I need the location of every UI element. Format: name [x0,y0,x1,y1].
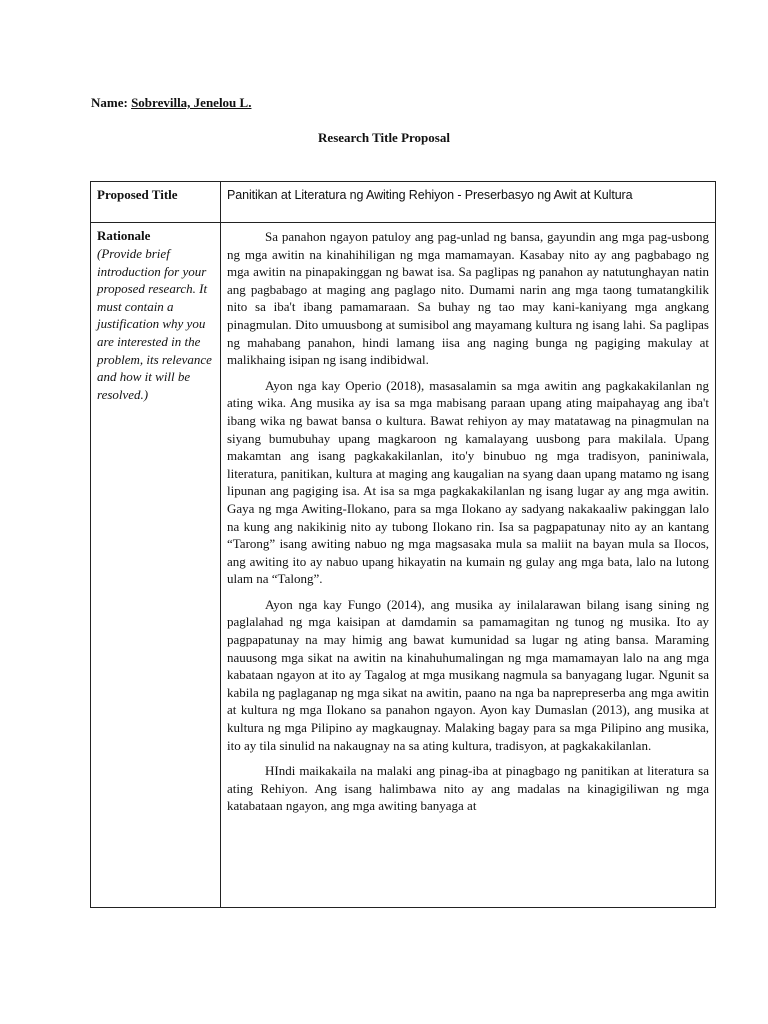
proposal-table [90,181,716,908]
name-label: Name: [91,95,128,110]
rationale-instructions: (Provide brief introduction for your proposed research. It must contain a justification why you are interested in the problem, its relevance and how it will be resolved.) [97,246,212,402]
rationale-paragraph-4: HIndi maikakaila na malaki ang pinag-iba at pinagbago ng panitikan at literatura sa ating Rehiyon. Ang isang halimbawa nito ay ang madalas na kinagigiliwan ng mga katabataan ngayon, ang mga awiting banyaga at [227,763,709,814]
rationale-label-cell [91,223,221,908]
document-title: Research Title Proposal [318,130,450,145]
proposed-title-label: Proposed Title [97,187,178,202]
proposed-title-row [91,182,716,223]
rationale-label: Rationale [97,228,151,243]
student-name-line [91,95,251,111]
rationale-paragraph-3: Ayon nga kay Fungo (2014), ang musika ay inilalarawan bilang isang sining ng paglalahad ng mga kaisipan at damdamin sa pamamagitan ng tunog ng musika. Ito ay pagpapatunay na may himig ang bawat kumunidad sa lugar ng ating bansa. Maraming nauusong mga sikat na awitin na kinahuhumalingan ng mga mamamayan lalo na ang mga kabataan ngayon at ito ay Tagalog at mga musikang nagmula sa banyagang lugar. Ngunit sa kabila ng paglaganap ng mga sikat na awitin, paano na nga ba naprepreserba ang mga awitin at kultura ng mga Ilokano sa panahon ngayon. Ayon kay Dumaslan (2013), ang musika at kultura ng mga Pilipino ay magkaugnay. Malaking bagay para sa mga Pilipino ang musika, ito ay tila sinulid na nakaugnay na sa ating kultura, tradisyon, at pagkakakilanlan. [227,596,709,753]
rationale-content-cell [221,223,716,908]
proposed-title-value: Panitikan at Literatura ng Awiting Rehiyon - Preserbasyo ng Awit at Kultura [227,188,633,202]
student-name: Sobrevilla, Jenelou L. [131,95,252,110]
rationale-row [91,223,716,908]
rationale-text [227,228,709,896]
rationale-paragraph-1: Sa panahon ngayon patuloy ang pag-unlad ng bansa, gayundin ang mga pag-usbong ng mga awitin na kinahihiligan ng mga mamamayan. Kasabay nito ay ang pagbabago ng mga awitin na pinapakinggan ng bawat isa. Sa paglipas ng panahon ay natutunghayan natin ang pagbabago at maging ang paglago nito. Dumami narin ang mga taong tumatangkilik nito sa iba't ibang pamamaraan. Sa buhay ng tao may kani-kaniyang mga angkang pinagmulan. Dito umuusbong at sumisibol ang mayamang kultura ng isang lahi. Sa paglipas ng mahabang panahon, hindi lamang iisa ang naging bunga ng pagiging makulay at malikhaing isipan ng isang indibidwal. [227,229,709,368]
proposed-title-value-cell [221,182,716,223]
rationale-paragraph-2: Ayon nga kay Operio (2018), masasalamin sa mga awitin ang pagkakakilanlan ng ating wika. Ang musika ay isa sa mga mabisang paraan upang ating maipahayag ang iba't ibang wika ng bawat bansa o kultura. Bawat rehiyon ay may matatawag na pinagmulan na siyang bumubuhay upang magkaroon ng kamalayang uusbong para makilala. Upang makamtan ang isang pagkakakilanlan, ito'y binubuo ng mga tradisyon, paniniwala, literatura, panitikan, kultura at maging ang kaugalian na syang daan upang matamo ng isang lipunan ang pagiging isa. At isa sa mga pagkakakilanlan ng isang lugar ay ang mga awitin. Gaya ng mga Awiting-Ilokano, para sa mga Ilokano ay sadyang nakakaaliw pakinggan lalo na kung ang nakikinig nito ay tubong Ilokano rin. Isa sa pagpapatunay nito ay an kantang “Tarong” isang awiting nabuo ng mga magsasaka mula sa maliit na bayan mula sa Ilocos, ang awiting ito ay nabuo upang hikayatin na kumain ng gulay ang mga bata, lalo na lutong ulam na “Talong”. [227,377,709,587]
proposed-title-label-cell [91,182,221,223]
